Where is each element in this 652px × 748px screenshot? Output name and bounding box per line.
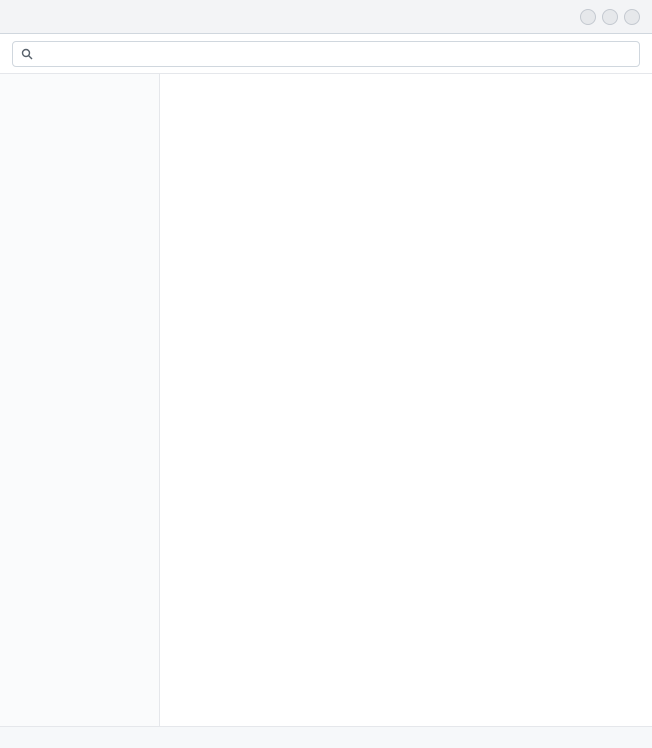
status-bar bbox=[0, 726, 652, 748]
search-input[interactable] bbox=[39, 46, 631, 62]
sidebar bbox=[0, 74, 160, 726]
page-title bbox=[172, 86, 640, 106]
sidebar-item[interactable] bbox=[0, 110, 159, 138]
title-bar bbox=[0, 0, 652, 34]
window-controls bbox=[580, 9, 640, 25]
minimize-button[interactable] bbox=[580, 9, 596, 25]
sidebar-item[interactable] bbox=[0, 82, 159, 110]
close-button[interactable] bbox=[624, 9, 640, 25]
search-box[interactable] bbox=[12, 41, 640, 67]
maximize-button[interactable] bbox=[602, 9, 618, 25]
search-icon bbox=[21, 48, 33, 60]
toolbar bbox=[0, 34, 652, 74]
main-text bbox=[172, 114, 640, 132]
main-panel bbox=[160, 74, 652, 726]
sidebar-item[interactable] bbox=[0, 138, 159, 166]
content-area bbox=[0, 74, 652, 726]
